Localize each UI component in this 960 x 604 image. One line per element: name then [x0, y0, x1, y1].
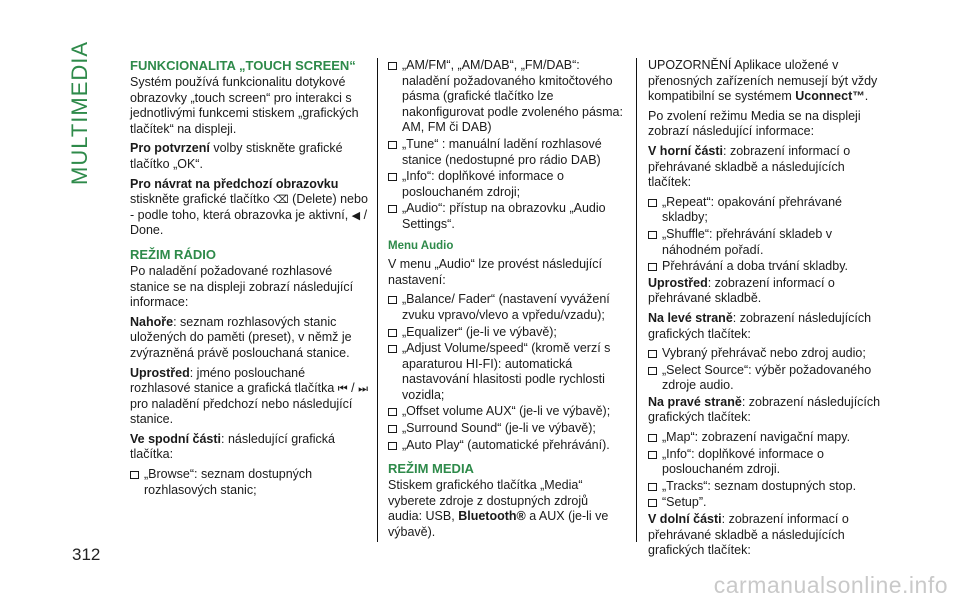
bullet-square-icon [648, 350, 657, 358]
bold-term: Uprostřed [648, 275, 708, 290]
bold-term: V horní části [648, 143, 724, 158]
back-arrow-icon: ◀ [351, 208, 361, 222]
paragraph: V menu „Audio“ lze provést následující nastavení: [388, 257, 602, 287]
list-item [388, 292, 624, 323]
list-item-text: „AM/FM“, „AM/DAB“, „FM/DAB“: naladění požadovaného kmitočtového pásma (grafické tlačítko lze nakonfigurovat podle zvoleného pásma: AM, FM či DAB) [402, 58, 623, 135]
list-item [648, 195, 884, 226]
previous-track-icon: ⏮ [337, 382, 348, 396]
paragraph-text: : zobrazení informací o přehrávané skladbě. [648, 275, 835, 306]
list-item [388, 201, 624, 232]
bullet-square-icon [648, 499, 657, 507]
paragraph [130, 141, 368, 172]
bullet-square-icon [648, 231, 657, 239]
bullet-square-icon [130, 471, 139, 479]
bold-term: Na pravé straně [648, 394, 742, 409]
bullet-square-icon [388, 173, 397, 181]
bullet-square-icon [648, 263, 657, 271]
column-3 [648, 58, 884, 563]
list-item-text: „Map“: zobrazení navigační mapy. [662, 430, 851, 445]
paragraph-text: Stiskem grafického tlačítka „Media“ vyberete zdroje z dostupných zdrojů audia: USB, [388, 478, 589, 524]
delete-icon: ⌫ [273, 193, 289, 207]
list-item [388, 137, 624, 168]
paragraph-text: a AUX (je-li ve výbavě). [388, 509, 609, 540]
bold-term: Pro návrat na předchozí obrazovku [130, 176, 339, 191]
heading-touch-screen: FUNKCIONALITA „TOUCH SCREEN“ [130, 58, 356, 73]
list-item [388, 421, 624, 437]
bullet-square-icon [648, 199, 657, 207]
paragraph [130, 432, 368, 463]
paragraph-text: volby stiskněte grafické tlačítko „OK“. [130, 141, 343, 171]
list-item-text: „Info“: doplňkové informace o poslouchaném zdroji; [402, 169, 564, 199]
heading-media-mode: REŽIM MEDIA [388, 461, 474, 477]
list-item [388, 169, 624, 200]
bold-term: Na levé straně [648, 310, 733, 325]
bullet-square-icon [388, 425, 397, 433]
list-item-text: “Setup”. [662, 495, 707, 510]
paragraph [648, 512, 884, 559]
paragraph [388, 478, 624, 540]
column-2 [388, 58, 624, 545]
paragraph-text: . [864, 89, 869, 104]
paragraph: Po zvolení režimu Media se na displeji zobrazí následující informace: [648, 108, 861, 139]
list-item [388, 325, 624, 341]
heading-radio-mode: REŽIM RÁDIO [130, 246, 216, 262]
bold-term: Uprostřed [130, 365, 190, 380]
column-divider [377, 58, 378, 542]
paragraph-text: : zobrazení následujících grafických tlačítek: [648, 394, 881, 425]
list-item-text: Přehrávání a doba trvání skladby. [662, 259, 848, 274]
bullet-square-icon [388, 141, 397, 149]
paragraph-text: stiskněte grafické tlačítko [130, 192, 274, 207]
bold-term: V dolní části [648, 512, 722, 527]
bold-term: Ve spodní části [130, 431, 222, 446]
bullet-square-icon [388, 62, 397, 70]
bold-term: Nahoře [130, 314, 174, 329]
list-item-text: „Tracks“: seznam dostupných stop. [662, 478, 857, 493]
paragraph-text: : zobrazení informací o přehrávané skladbě a následujících grafických tlačítek: [648, 512, 849, 558]
list-item [388, 341, 624, 403]
list-item [648, 346, 884, 362]
paragraph-text: / [347, 381, 359, 396]
watermark: carmanualsonline.info [713, 572, 948, 598]
bullet-square-icon [648, 451, 657, 459]
paragraph: Po naladění požadované rozhlasové stanice se na displeji zobrazí následující informace: [130, 263, 354, 310]
bold-term: Bluetooth® [458, 509, 526, 524]
paragraph [130, 177, 368, 239]
paragraph [648, 311, 884, 342]
list-item [388, 404, 624, 420]
list-item-text: „Select Source“: výběr požadovaného zdroje audio. [662, 362, 872, 393]
paragraph-text: : zobrazení informací o přehrávané skladbě a následujících tlačítek: [648, 143, 851, 190]
list-item-text: Vybraný přehrávač nebo zdroj audio; [662, 346, 866, 361]
paragraph-text: : následující grafická tlačítka: [130, 431, 335, 462]
list-item [130, 467, 368, 498]
list-item-text: „Shuffle“: přehrávání skladeb v náhodném pořadí. [662, 226, 833, 257]
paragraph [648, 144, 884, 191]
list-item-text: „Balance/ Fader“ (nastavení vyvážení zvuku vpravo/vlevo a vpředu/vzadu); [402, 292, 610, 322]
list-item-text: „Adjust Volume/speed“ (kromě verzí s aparaturou HI-FI): automatická nastavování hlasitosti podle rychlosti vozidla; [402, 341, 611, 402]
list-item [648, 363, 884, 394]
list-item-text: „Audio“: přístup na obrazovku „Audio Settings“. [402, 201, 606, 231]
list-item-text: „Tune“ : manuální ladění rozhlasové stanice (nedostupné pro rádio DAB) [402, 136, 602, 167]
paragraph: Systém používá funkcionalitu dotykové obrazovky „touch screen“ pro interakci s jednotlivými funkcemi stiskem „grafických tlačítek“ na displeji. [130, 75, 359, 136]
list-item [388, 58, 624, 136]
paragraph [130, 315, 368, 362]
next-track-icon: ⏭ [358, 382, 368, 396]
list-item-text: „Equalizer“ (je-li ve výbavě); [402, 324, 557, 339]
bullet-square-icon [648, 434, 657, 442]
list-item [648, 447, 884, 478]
paragraph-text: UPOZORNĚNÍ Aplikace uložené v přenosných zařízeních nemusejí být vždy kompatibilní se systémem [648, 58, 878, 104]
paragraph-text: : zobrazení následujících grafických tlačítek: [648, 310, 872, 341]
list-item-text: „Surround Sound“ (je-li ve výbavě); [402, 421, 596, 436]
bold-term: Uconnect™ [795, 89, 865, 104]
list-item [648, 227, 884, 258]
section-side-title-text: MULTIMEDIA [67, 40, 92, 185]
bullet-square-icon [648, 483, 657, 491]
subheading-menu-audio: Menu Audio [388, 239, 454, 252]
paragraph-text: / Done. [130, 207, 368, 238]
list-item-text: „Offset volume AUX“ (je-li ve výbavě); [402, 404, 611, 419]
column-1 [130, 58, 368, 499]
paragraph [648, 395, 884, 426]
list-item [388, 438, 624, 454]
bullet-square-icon [388, 329, 397, 337]
paragraph-text: : seznam rozhlasových stanic uložených do paměti (preset), v němž je zvýrazněná právě poslouchaná stanice. [130, 314, 352, 360]
list-item-text: „Browse“: seznam dostupných rozhlasových stanic; [144, 467, 313, 497]
paragraph [648, 276, 884, 307]
page-number: 312 [72, 545, 101, 564]
bullet-square-icon [388, 296, 397, 304]
bullet-square-icon [388, 205, 397, 213]
bullet-square-icon [388, 442, 397, 450]
paragraph-text: : jméno poslouchané rozhlasové stanice a grafická tlačítka [130, 365, 338, 396]
note-paragraph [648, 58, 884, 105]
paragraph-text: pro naladění předchozí nebo následující stanice. [130, 396, 353, 427]
list-item-text: „Info“: doplňkové informace o poslouchaném zdroji. [662, 446, 824, 477]
bullet-square-icon [388, 345, 397, 353]
list-item [648, 495, 884, 511]
column-divider [636, 58, 637, 542]
list-item-text: „Repeat“: opakování přehrávané skladby; [662, 194, 842, 225]
list-item [648, 479, 884, 495]
paragraph-text: (Delete) nebo - podle toho, která obrazovka je aktivní, [130, 192, 368, 222]
bullet-square-icon [388, 408, 397, 416]
paragraph [130, 366, 368, 428]
bullet-square-icon [648, 367, 657, 375]
list-item-text: „Auto Play“ (automatické přehrávání). [402, 437, 610, 452]
list-item [648, 259, 884, 275]
bold-term: Pro potvrzení [130, 141, 210, 156]
list-item [648, 430, 884, 446]
